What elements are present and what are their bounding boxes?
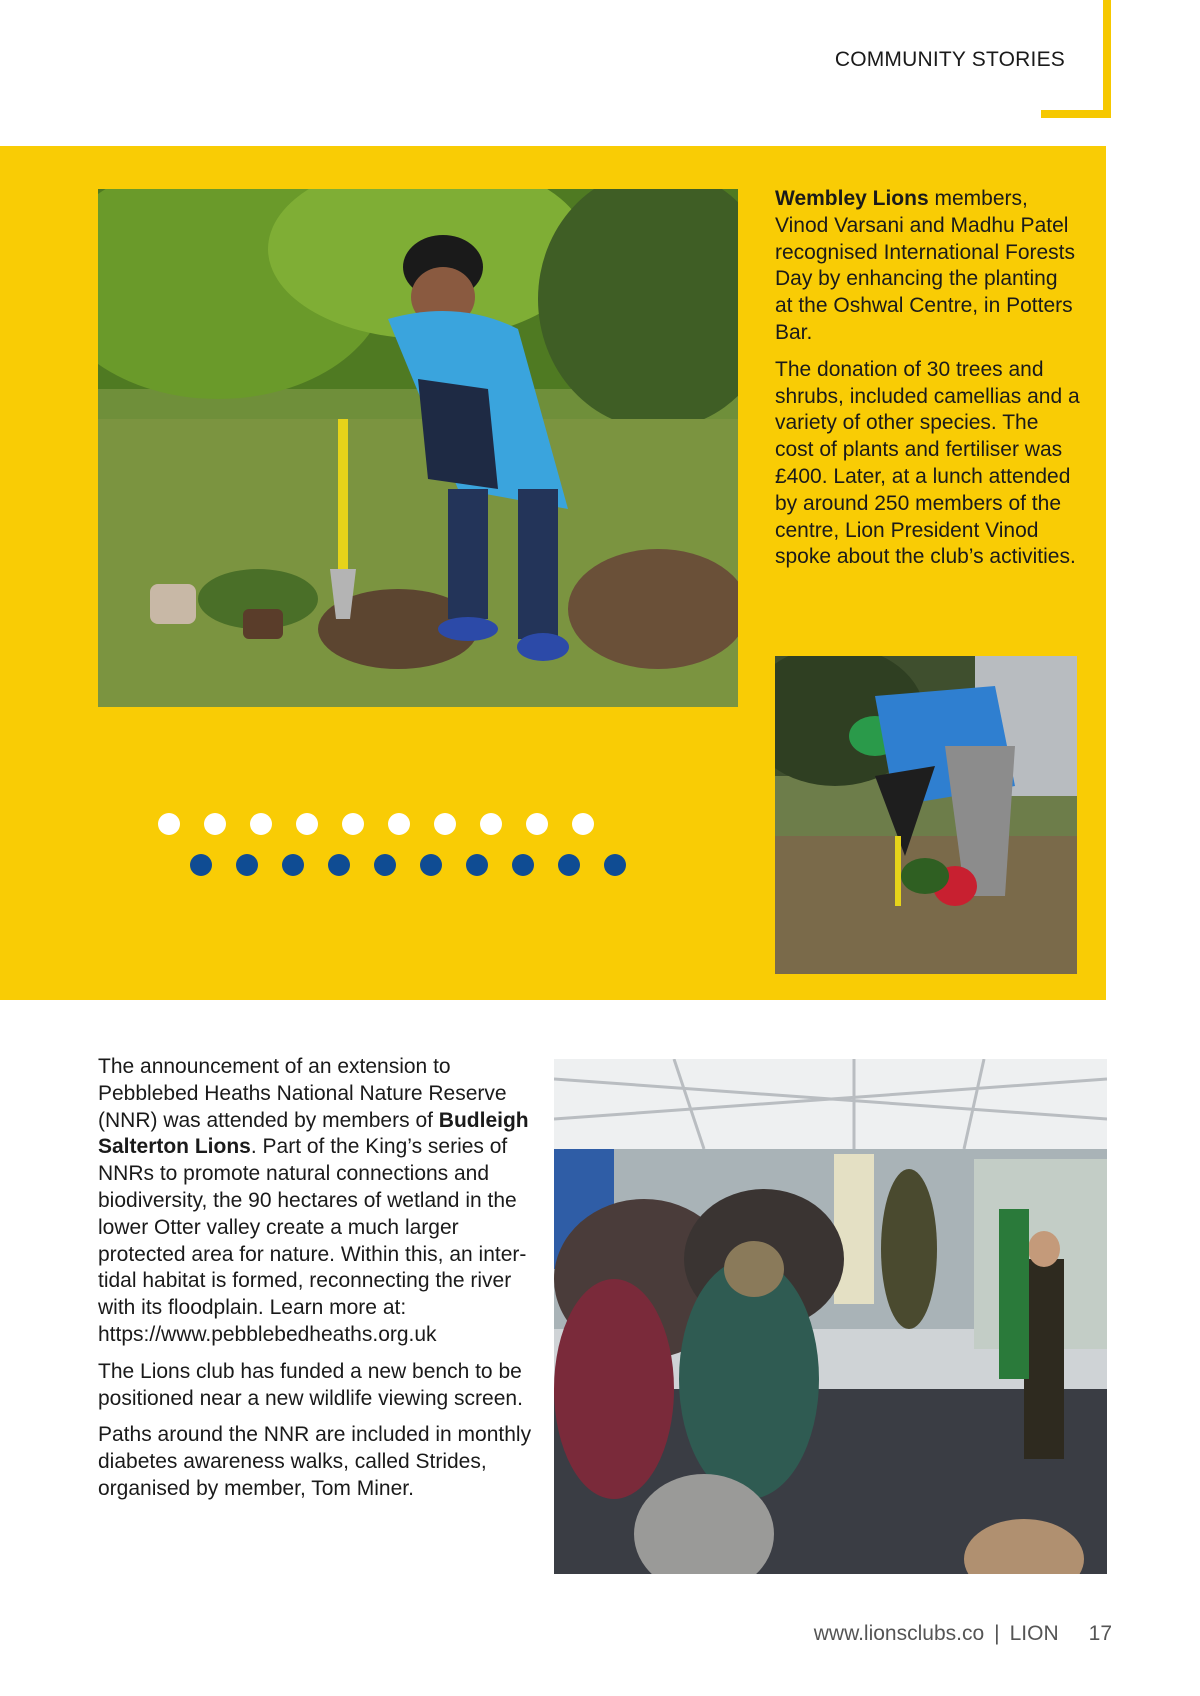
decorative-dot: [374, 854, 396, 876]
decorative-dot: [480, 813, 502, 835]
decorative-dot: [158, 813, 180, 835]
decorative-dot: [572, 813, 594, 835]
decorative-dot: [296, 813, 318, 835]
photo-planting-camellia: [775, 656, 1077, 974]
decorative-dot: [466, 854, 488, 876]
budleigh-paragraph-1: [98, 1054, 533, 1349]
decorative-dot: [204, 813, 226, 835]
decorative-dot: [190, 854, 212, 876]
photo-planting-shrub: [98, 189, 738, 707]
dots-row-blue: [190, 854, 650, 878]
decorative-dot: [558, 854, 580, 876]
decorative-dot: [250, 813, 272, 835]
planting-photo-illustration: [98, 189, 738, 707]
page-footer: [814, 1622, 1112, 1646]
corner-accent-vertical: [1103, 0, 1111, 118]
decorative-dot: [388, 813, 410, 835]
section-title: COMMUNITY STORIES: [834, 48, 1065, 71]
decorative-dot: [604, 854, 626, 876]
camellia-photo-illustration: [775, 656, 1077, 974]
budleigh-story: [98, 1054, 533, 1513]
decorative-dot: [236, 854, 258, 876]
wembley-story: [775, 186, 1080, 581]
dots-row-white: [158, 813, 618, 837]
wembley-club-name: Wembley Lions: [775, 187, 929, 210]
photo-nnr-announcement: [554, 1059, 1107, 1574]
decorative-dot: [526, 813, 548, 835]
footer-magazine: LION: [1009, 1622, 1059, 1645]
wembley-paragraph-1: [775, 186, 1080, 347]
page-number: 17: [1088, 1622, 1112, 1645]
decorative-dot: [512, 854, 534, 876]
footer-separator: |: [994, 1622, 1000, 1645]
corner-accent-horizontal: [1041, 110, 1111, 118]
footer-website: www.lionsclubs.co: [813, 1622, 985, 1645]
decorative-dot: [342, 813, 364, 835]
decorative-dot: [434, 813, 456, 835]
budleigh-p1-start: The announcement of an extension to Pebblebed Heaths National Nature Reserve (NNR) was attended by members of: [98, 1055, 507, 1132]
wembley-paragraph-2: The donation of 30 trees and shrubs, included camellias and a variety of other species. The cost of plants and fertiliser was £400. Later, at a lunch attended by around 250 members of the centre, Lion President Vinod spoke about the club’s activities.: [775, 357, 1080, 569]
wembley-p1-text: members, Vinod Varsani and Madhu Patel recognised International Forests Day by enhancing the planting at the Oshwal Centre, in Potters Bar.: [775, 187, 1075, 344]
budleigh-paragraph-2: The Lions club has funded a new bench to be positioned near a new wildlife viewing screen.: [98, 1359, 523, 1410]
budleigh-club-name: Budleigh Salterton Lions: [98, 1108, 529, 1159]
decorative-dot: [328, 854, 350, 876]
budleigh-p1-rest: . Part of the King’s series of NNRs to promote natural connections and biodiversity, the 90 hectares of wetland in the lower Otter valley create a much larger protected area for nature. Within this, an inter-tidal habitat is formed, reconnecting the river with its floodplain. Learn more at: https://www.pebblebedheaths.org.uk: [98, 1135, 527, 1346]
decorative-dot: [282, 854, 304, 876]
budleigh-paragraph-3: Paths around the NNR are included in monthly diabetes awareness walks, called Strides, organised by member, Tom Miner.: [98, 1423, 532, 1500]
marquee-photo-illustration: [554, 1059, 1107, 1574]
decorative-dot: [420, 854, 442, 876]
